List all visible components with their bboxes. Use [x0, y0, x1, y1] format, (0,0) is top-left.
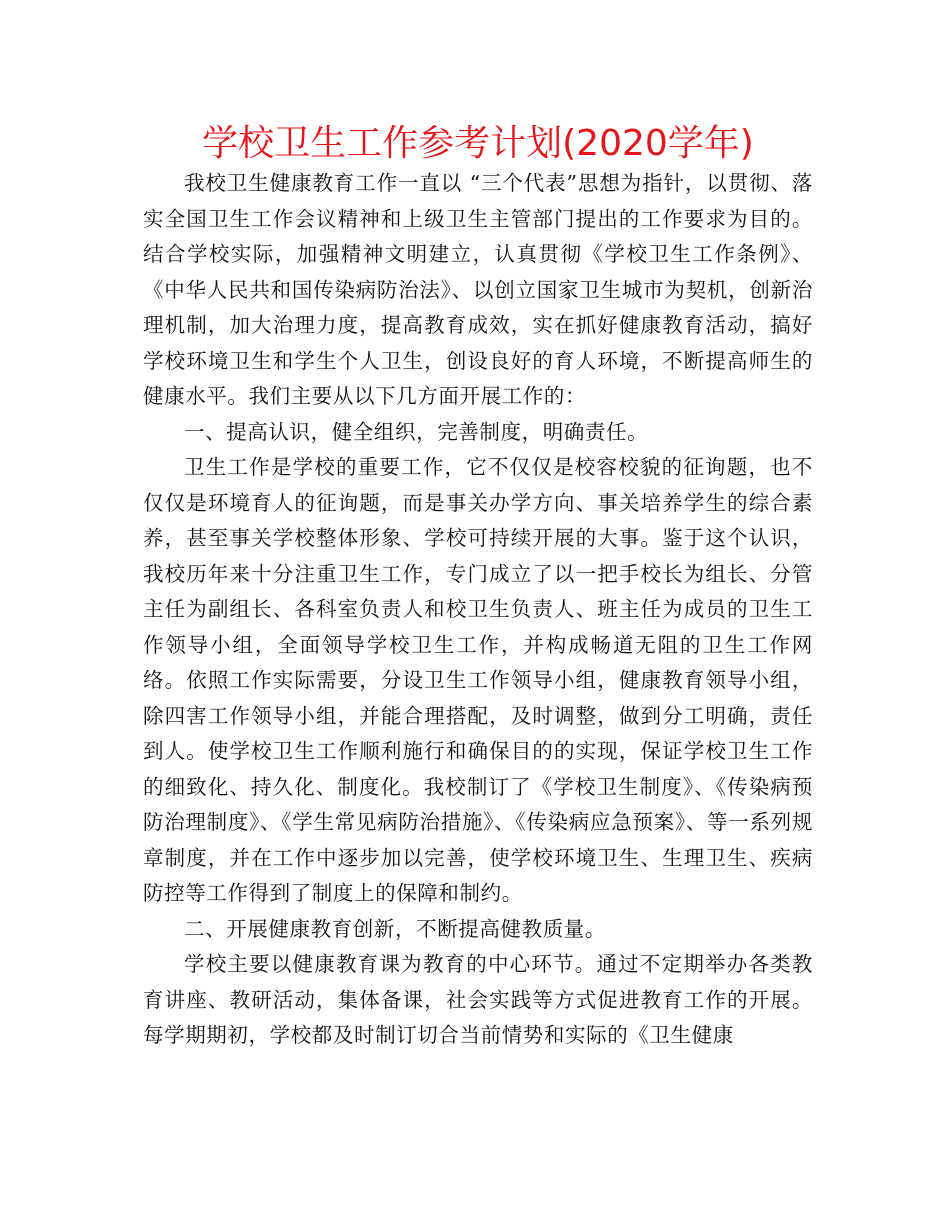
document-page [143, 118, 813, 1054]
paragraph-section-1: 卫生工作是学校的重要工作，它不仅仅是校容校貌的征询题，也不仅仅是环境育人的征询题，而是事关办学方向、事关培养学生的综合素养，甚至事关学校整体形象、学校可持续开展的大事。鉴于这个认识，我校历年来十分注重卫生工作，专门成立了以一把手校长为组长、分管主任为副组长、各科室负责人和校卫生负责人、班主任为成员的卫生工作领导小组，全面领导学校卫生工作，并构成畅道无阻的卫生工作网络。依照工作实际需要，分设卫生工作领导小组，健康教育领导小组，除四害工作领导小组，并能合理搭配，及时调整，做到分工明确，责任到人。使学校卫生工作顺利施行和确保目的的实现，保证学校卫生工作的细致化、持久化、制度化。我校制订了《学校卫生制度》、《传染病预防治理制度》、《学生常见病防治措施》、《传染病应急预案》、等一系列规章制度，并在工作中逐步加以完善，使学校环境卫生、生理卫生、疾病防控等工作得到了制度上的保障和制约。 [143, 455, 813, 905]
paragraph-intro: 我校卫生健康教育工作一直以 “三个代表”思想为指针，以贯彻、落实全国卫生工作会议精神和上级卫生主管部门提出的工作要求为目的。结合学校实际，加强精神文明建立，认真贯彻《学校卫生工作条例》、《中华人民共和国传染病防治法》、以创立国家卫生城市为契机，创新治理机制，加大治理力度，提高教育成效，实在抓好健康教育活动，搞好学校环境卫生和学生个人卫生，创设良好的育人环境，不断提高师生的健康水平。我们主要从以下几方面开展工作的： [143, 171, 813, 408]
section-heading-1: 一、提高认识，健全组织，完善制度，明确责任。 [184, 419, 649, 444]
document-body [143, 166, 813, 1054]
paragraph-section-2: 学校主要以健康教育课为教育的中心环节。通过不定期举办各类教育讲座、教研活动，集体备课，社会实践等方式促进教育工作的开展。每学期期初，学校都及时制订切合当前情势和实际的《卫生健康 [143, 952, 813, 1047]
section-heading-2: 二、开展健康教育创新，不断提高健教质量。 [184, 916, 606, 941]
document-title: 学校卫生工作参考计划(2020学年) [202, 123, 754, 164]
